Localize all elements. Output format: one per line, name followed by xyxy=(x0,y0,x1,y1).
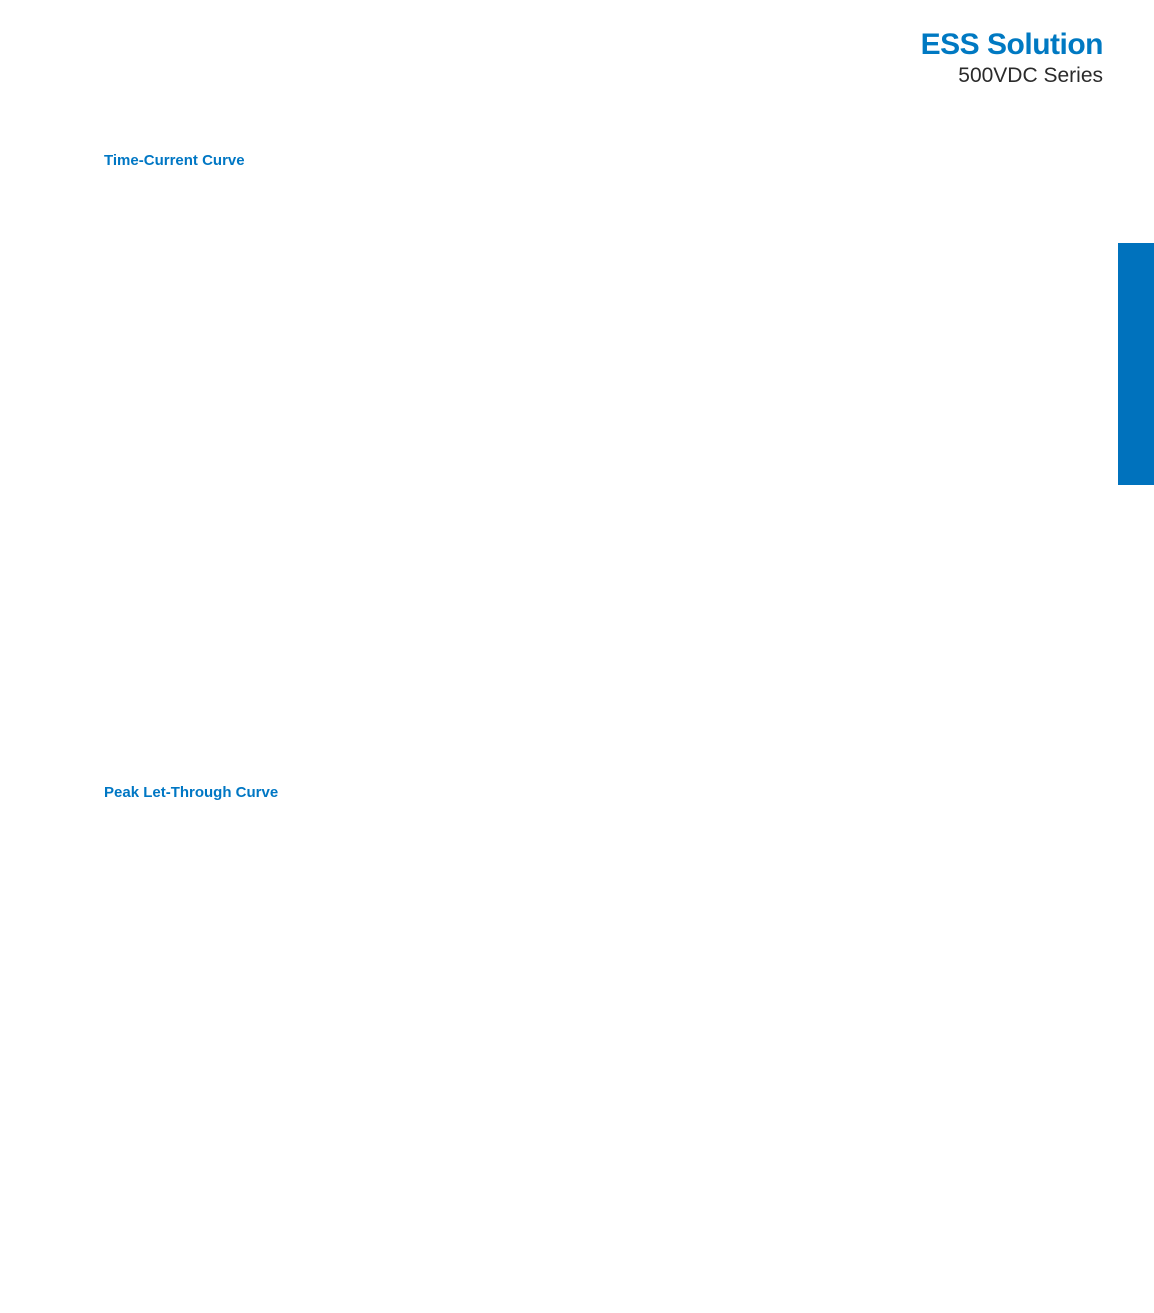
time-current-chart-right xyxy=(605,203,1080,663)
peak-let-through-chart xyxy=(95,835,590,1265)
brand-subtitle: 500VDC Series xyxy=(958,64,1103,87)
peak-let-through-curve-title: Peak Let-Through Curve xyxy=(104,784,279,801)
time-current-chart-left xyxy=(95,203,570,663)
brand-header xyxy=(921,28,1103,88)
section-side-tab xyxy=(1118,243,1154,485)
brand-title: ESS Solution xyxy=(920,28,1103,61)
time-current-curve-title: Time-Current Curve xyxy=(104,152,245,169)
